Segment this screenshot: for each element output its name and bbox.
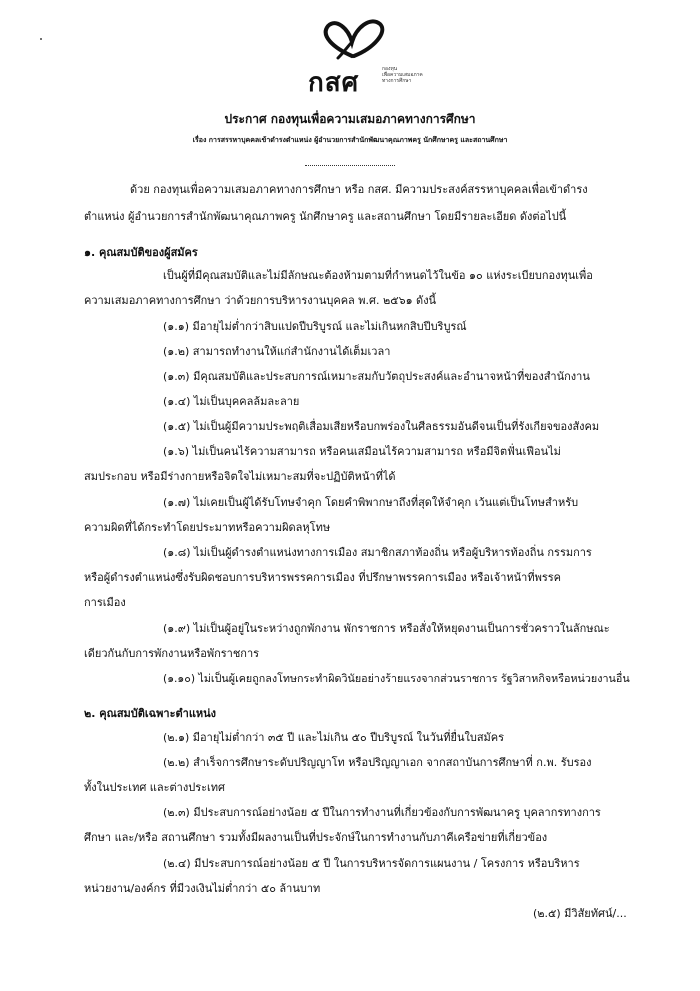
section-1-lead: เป็นผู้ที่มีคุณสมบัติและไม่มีลักษณะต้องห้ามตามที่กำหนดไว้ในข้อ ๑๐ แห่งระเบียบกองทุนเพื่อ xyxy=(163,269,593,282)
logo-tagline-line: ทางการศึกษา xyxy=(382,78,412,84)
list-item: (๑.๙) ไม่เป็นผู้อยู่ในระหว่างถูกพักงาน พักราชการ หรือสั่งให้หยุดงานเป็นการชั่วคราวในลักษณะ xyxy=(163,622,610,635)
list-item-continued: หน่วยงาน/องค์กร ที่มีวงเงินไม่ต่ำกว่า ๕๐ ล้านบาท xyxy=(84,882,321,895)
list-item-continued: ศึกษา และ/หรือ สถานศึกษา รวมทั้งมีผลงานเป็นที่ประจักษ์ในการทำงานกับภาคีเครือข่ายที่เกี่ยวข้อง xyxy=(84,831,548,844)
logo-wordmark: กสศ xyxy=(308,68,360,98)
logo-tagline xyxy=(382,66,442,84)
organization-logo xyxy=(300,18,450,98)
list-item: (๑.๖) ไม่เป็นคนไร้ความสามารถ หรือคนเสมือนไร้ความสามารถ หรือมีจิตฟั่นเฟือนไม่ xyxy=(163,445,561,458)
list-item-continued: ความผิดที่ได้กระทำโดยประมาทหรือความผิดลหุโทษ xyxy=(84,521,331,534)
list-item: (๑.๕) ไม่เป็นผู้มีความประพฤติเสื่อมเสียหรือบกพร่องในศีลธรรมอันดีจนเป็นที่รังเกียจของสังคม xyxy=(163,420,600,433)
intro-line: ด้วย กองทุนเพื่อความเสมอภาคทางการศึกษา หรือ กสศ. มีความประสงค์สรรหาบุคคลเพื่อเข้าดำรง xyxy=(130,183,588,196)
continuation-note: (๒.๕) มีวิสัยทัศน์/... xyxy=(533,907,627,920)
logo-tagline-line: กองทุน xyxy=(382,66,398,72)
intro-line: ตำแหน่ง ผู้อำนวยการสำนักพัฒนาคุณภาพครู นักศึกษาครู และสถานศึกษา โดยมีรายละเอียด ดังต่อไปนี้ xyxy=(84,210,567,223)
scan-speck xyxy=(40,38,42,40)
list-item: (๑.๒) สามารถทำงานให้แก่สำนักงานได้เต็มเวลา xyxy=(163,345,391,358)
list-item: (๑.๗) ไม่เคยเป็นผู้ได้รับโทษจำคุก โดยคำพิพากษาถึงที่สุดให้จำคุก เว้นแต่เป็นโทษสำหรับ xyxy=(163,496,579,509)
butterfly-logo-icon xyxy=(314,18,394,64)
announcement-subject: เรื่อง การสรรหาบุคคลเข้าดำรงตำแหน่ง ผู้อำนวยการสำนักพัฒนาคุณภาพครู นักศึกษาครู และสถานศึกษา xyxy=(192,136,508,144)
list-item: (๑.๔) ไม่เป็นบุคคลล้มละลาย xyxy=(163,395,300,408)
section-1-lead: ความเสมอภาคทางการศึกษา ว่าด้วยการบริหารงานบุคคล พ.ศ. ๒๕๖๑ ดังนี้ xyxy=(84,294,437,307)
list-item-continued: สมประกอบ หรือมีร่างกายหรือจิตใจไม่เหมาะสมที่จะปฏิบัติหน้าที่ได้ xyxy=(84,470,396,483)
section-1-heading: ๑. คุณสมบัติของผู้สมัคร xyxy=(84,246,198,259)
list-item: (๑.๓) มีคุณสมบัติและประสบการณ์เหมาะสมกับวัตถุประสงค์และอำนาจหน้าที่ของสำนักงาน xyxy=(163,370,590,383)
list-item-continued: ทั้งในประเทศ และต่างประเทศ xyxy=(84,781,226,794)
list-item: (๑.๑๐) ไม่เป็นผู้เคยถูกลงโทษกระทำผิดวินัยอย่างร้ายแรงจากส่วนราชการ รัฐวิสาหกิจหรือหน่วยงานอื่น xyxy=(163,672,630,685)
list-item: (๒.๒) สำเร็จการศึกษาระดับปริญญาโท หรือปริญญาเอก จากสถาบันการศึกษาที่ ก.พ. รับรอง xyxy=(163,756,592,769)
list-item-continued: การเมือง xyxy=(84,596,126,609)
list-item-continued: เดียวกันกับการพักงานหรือพักราชการ xyxy=(84,647,260,660)
section-2-heading: ๒. คุณสมบัติเฉพาะตำแหน่ง xyxy=(84,707,217,720)
list-item: (๒.๑) มีอายุไม่ต่ำกว่า ๓๕ ปี และไม่เกิน ๕๐ ปีบริบูรณ์ ในวันที่ยื่นใบสมัคร xyxy=(163,731,505,744)
title-divider xyxy=(305,165,395,166)
announcement-title: ประกาศ กองทุนเพื่อความเสมอภาคทางการศึกษา xyxy=(224,112,476,126)
list-item: (๒.๓) มีประสบการณ์อย่างน้อย ๕ ปีในการทำงานที่เกี่ยวข้องกับการพัฒนาครู บุคลากรทางการ xyxy=(163,806,601,819)
list-item: (๑.๑) มีอายุไม่ต่ำกว่าสิบแปดปีบริบูรณ์ และไม่เกินหกสิบปีบริบูรณ์ xyxy=(163,320,467,333)
list-item: (๒.๔) มีประสบการณ์อย่างน้อย ๕ ปี ในการบริหารจัดการแผนงาน / โครงการ หรือบริหาร xyxy=(163,857,580,870)
list-item-continued: หรือผู้ดำรงตำแหน่งซึ่งรับผิดชอบการบริหารพรรคการเมือง ที่ปรึกษาพรรคการเมือง หรือเจ้าหน้าที่พรรค xyxy=(84,571,562,584)
logo-tagline-line: เพื่อความเสมอภาค xyxy=(382,72,423,78)
list-item: (๑.๘) ไม่เป็นผู้ดำรงตำแหน่งทางการเมือง สมาชิกสภาท้องถิ่น หรือผู้บริหารท้องถิ่น กรรมการ xyxy=(163,546,592,559)
